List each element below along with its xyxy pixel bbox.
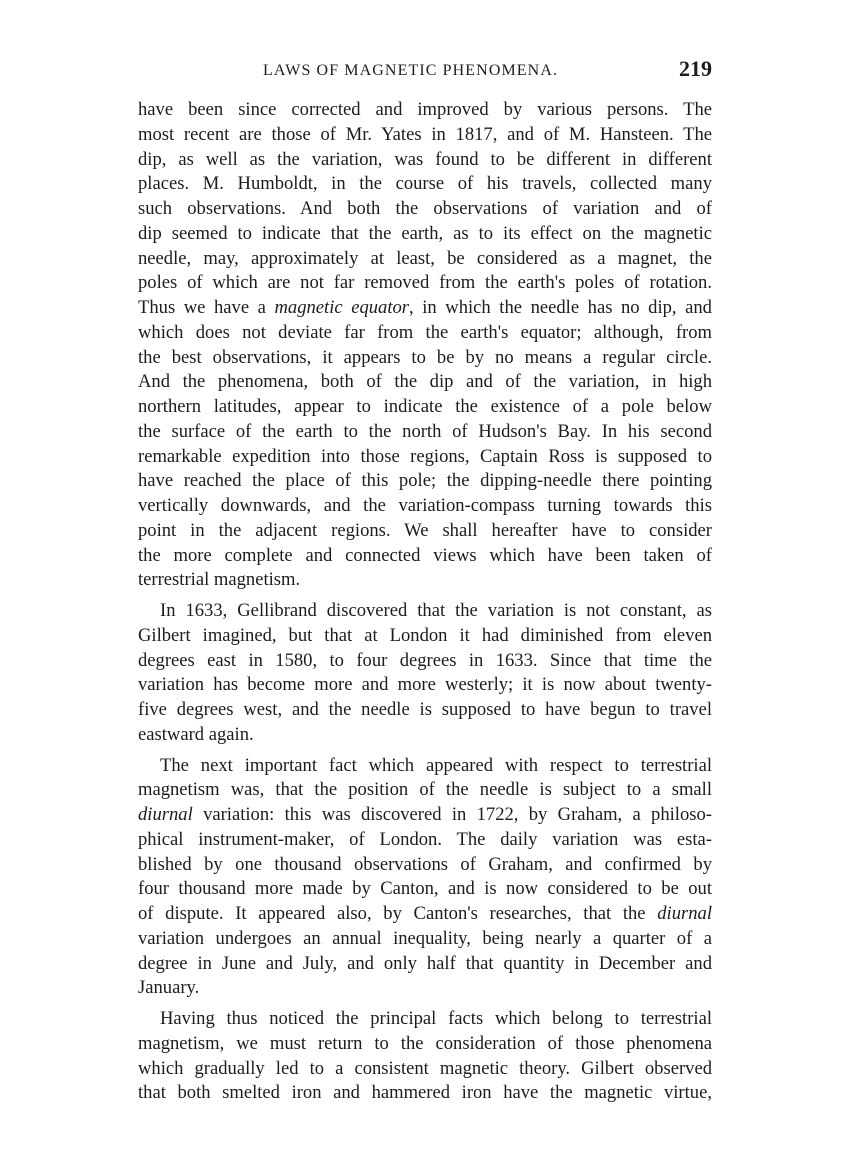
text-line: magnetism, we must return to the consideration of those phenomena: [138, 1032, 712, 1054]
italic-phrase: diurnal: [138, 804, 193, 825]
text-line: which gradually led to a consistent magnetic theory. Gilbert observed: [138, 1057, 712, 1079]
text-line: places. M. Humboldt, in the course of his travels, collected many: [138, 173, 712, 195]
text-line: Having thus noticed the principal facts which belong to terrestrial: [160, 1008, 712, 1029]
text-line: degree in June and July, and only half that quantity in December and: [138, 952, 712, 974]
text-line: which does not deviate far from the earth's equator; although, from: [138, 321, 712, 343]
paragraph: [138, 1007, 712, 1106]
text-line: In 1633, Gellibrand discovered that the variation is not constant, as: [160, 600, 712, 621]
text-line: have reached the place of this pole; the dipping-needle there pointing: [138, 470, 712, 492]
text-line: have been since corrected and improved by various persons. The: [138, 99, 712, 120]
italic-phrase: diurnal: [657, 903, 712, 924]
text-line: such observations. And both the observations of variation and of: [138, 198, 712, 219]
italic-phrase: magnetic equator: [274, 297, 410, 318]
text-line: diurnal variation: this was discovered in 1722, by Graham, a philoso-: [138, 804, 712, 825]
text-line: January.: [138, 977, 200, 999]
page-number: 219: [679, 56, 712, 81]
text-line: the best observations, it appears to be by no means a regular circle.: [138, 346, 712, 368]
paragraph: [138, 98, 712, 593]
text-line: eastward again.: [138, 723, 254, 745]
text-line: terrestrial magnetism.: [138, 569, 301, 591]
page-header: [138, 56, 712, 86]
text-line: variation has become more and more westerly; it is now about twenty-: [138, 674, 712, 696]
text-line: of dispute. It appeared also, by Canton's researches, that the diurnal: [138, 903, 712, 924]
paragraph: [138, 754, 712, 1002]
text-line: Gilbert imagined, but that at London it had diminished from eleven: [138, 624, 712, 646]
text-line: magnetism was, that the position of the needle is subject to a small: [138, 779, 712, 801]
text-line: blished by one thousand observations of Graham, and confirmed by: [138, 853, 712, 875]
text-line: And the phenomena, both of the dip and of the variation, in high: [138, 371, 712, 393]
text-line: the more complete and connected views which have been taken of: [138, 544, 712, 566]
text-line: most recent are those of Mr. Yates in 1817, and of M. Hansteen. The: [138, 123, 712, 145]
text-line: the surface of the earth to the north of Hudson's Bay. In his second: [138, 420, 712, 442]
text-line: phical instrument-maker, of London. The daily variation was esta-: [138, 828, 712, 850]
text-line: northern latitudes, appear to indicate the existence of a pole below: [138, 396, 712, 417]
text-line: degrees east in 1580, to four degrees in 1633. Since that time the: [138, 649, 712, 671]
text-line: four thousand more made by Canton, and is now considered to be out: [138, 878, 712, 900]
text-line: that both smelted iron and hammered iron have the magnetic virtue,: [138, 1082, 712, 1104]
text-line: The next important fact which appeared with respect to terrestrial: [160, 754, 712, 776]
text-line: dip, as well as the variation, was found to be different in different: [138, 148, 712, 170]
body-text: [138, 98, 712, 1106]
text-line: remarkable expedition into those regions, Captain Ross is supposed to: [138, 445, 712, 467]
paragraph: [138, 599, 712, 748]
text-line: dip seemed to indicate that the earth, as to its effect on the magnetic: [138, 222, 712, 244]
text-line: variation undergoes an annual inequality, being nearly a quarter of a: [138, 927, 712, 949]
text-line: needle, may, approximately at least, be considered as a magnet, the: [138, 247, 712, 269]
text-line: point in the adjacent regions. We shall hereafter have to consider: [138, 519, 712, 541]
text-line: poles of which are not far removed from the earth's poles of rotation.: [138, 272, 712, 294]
text-line: vertically downwards, and the variation-compass turning towards this: [138, 495, 712, 516]
running-title: LAWS OF MAGNETIC PHENOMENA.: [263, 62, 559, 79]
text-line: five degrees west, and the needle is supposed to have begun to travel: [138, 699, 712, 720]
text-line: Thus we have a magnetic equator, in which the needle has no dip, and: [138, 297, 712, 318]
